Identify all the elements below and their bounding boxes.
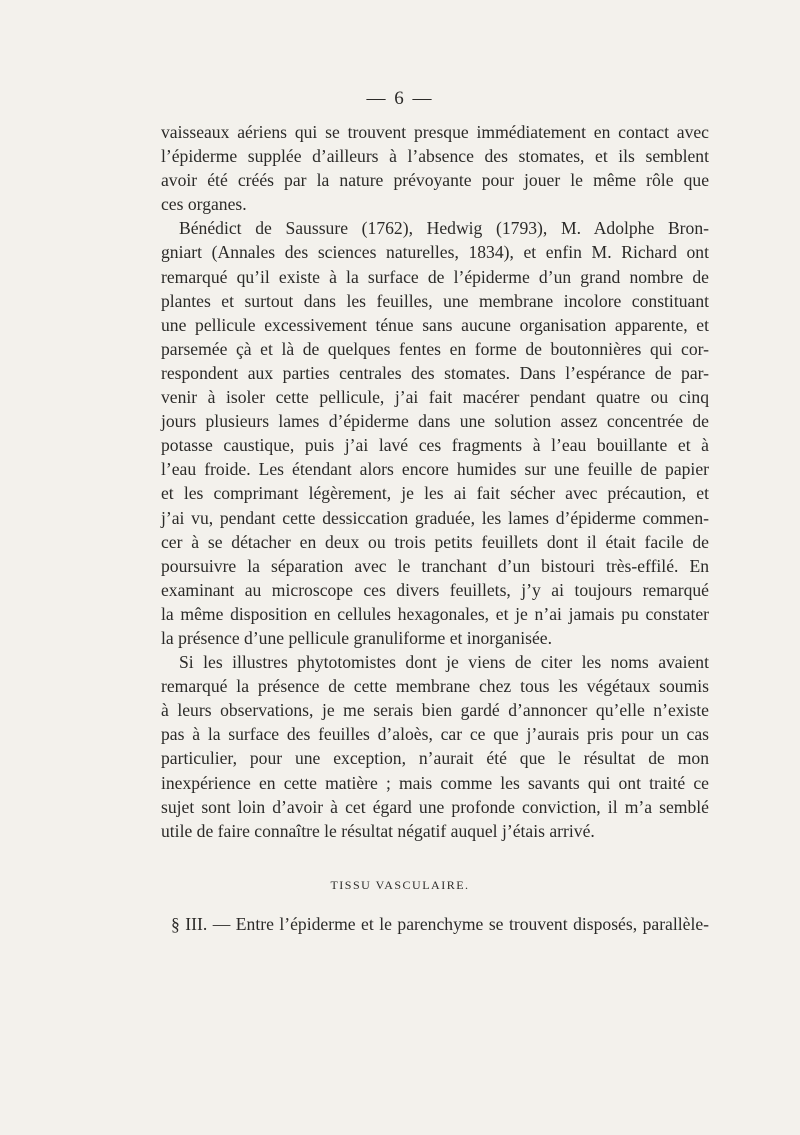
- text-line: remarqué qu’il existe à la surface de l’épiderme d’un grand nombre de: [161, 266, 709, 287]
- section-first-line: § III. — Entre l’épiderme et le parenchyme se trouvent disposés, parallèle-: [171, 914, 709, 934]
- text-line: poursuivre la séparation avec le tranchant d’un bistouri très-effilé. En: [161, 555, 709, 576]
- text-line: une pellicule excessivement ténue sans aucune organisation apparente, et: [161, 314, 709, 335]
- text-line: gniart (Annales des sciences naturelles, 1834), et enfin M. Richard ont: [161, 242, 709, 263]
- text-line: sujet sont loin d’avoir à cet égard une profonde conviction, il m’a semblé: [161, 796, 709, 817]
- text-line: inexpérience en cette matière ; mais comme les savants qui ont traité ce: [161, 772, 709, 793]
- text-line: particulier, pour une exception, n’aurait été que le résultat de mon: [161, 748, 709, 769]
- text-line: la présence d’une pellicule granuliforme et inorganisée.: [161, 627, 552, 648]
- text-line: la même disposition en cellules hexagonales, et je n’ai jamais pu constater: [161, 603, 709, 624]
- text-line: et les comprimant légèrement, je les ai fait sécher avec précaution, et: [161, 483, 709, 504]
- text-line: potasse caustique, puis j’ai lavé ces fragments à l’eau bouillante et à: [161, 435, 709, 456]
- text-line: vaisseaux aériens qui se trouvent presque immédiatement en contact avec: [161, 122, 709, 142]
- text-line: respondent aux parties centrales des stomates. Dans l’espérance de par-: [161, 362, 709, 383]
- text-line: venir à isoler cette pellicule, j’ai fait macérer pendant quatre ou cinq: [161, 387, 709, 408]
- text-line: utile de faire connaître le résultat négatif auquel j’étais arrivé.: [161, 820, 595, 841]
- text-line: cer à se détacher en deux ou trois petits feuillets dont il était facile de: [161, 531, 709, 552]
- text-line: l’eau froide. Les étendant alors encore humides sur une feuille de papier: [161, 459, 709, 480]
- page-number: — 6 —: [366, 88, 434, 109]
- text-line: avoir été créés par la nature prévoyante pour jouer le même rôle que: [161, 170, 709, 191]
- text-line: remarqué la présence de cette membrane chez tous les végétaux soumis: [161, 676, 709, 697]
- text-line: ces organes.: [161, 194, 247, 215]
- text-line: plantes et surtout dans les feuilles, une membrane incolore constituant: [161, 290, 709, 311]
- text-line: à leurs observations, je me serais bien gardé d’annoncer qu’elle n’existe: [161, 700, 709, 721]
- body-text: [161, 120, 709, 843]
- text-line: Bénédict de Saussure (1762), Hedwig (1793), M. Adolphe Bron-: [179, 218, 709, 239]
- text-line: pas à la surface des feuilles d’aloès, car ce que j’aurais pris pour un cas: [161, 724, 709, 745]
- text-line: jours plusieurs lames d’épiderme dans une solution assez concentrée de: [161, 411, 709, 432]
- text-line: Si les illustres phytotomistes dont je viens de citer les noms avaient: [179, 652, 709, 673]
- text-line: l’épiderme supplée d’ailleurs à l’absence des stomates, et ils semblent: [161, 146, 709, 167]
- text-line: j’ai vu, pendant cette dessiccation graduée, les lames d’épiderme commen-: [161, 507, 709, 528]
- section-heading: TISSU VASCULAIRE.: [330, 878, 470, 892]
- text-line: examinant au microscope ces divers feuillets, j’y ai toujours remarqué: [161, 579, 709, 600]
- text-line: parsemée çà et là de quelques fentes en forme de boutonnières qui cor-: [161, 338, 709, 359]
